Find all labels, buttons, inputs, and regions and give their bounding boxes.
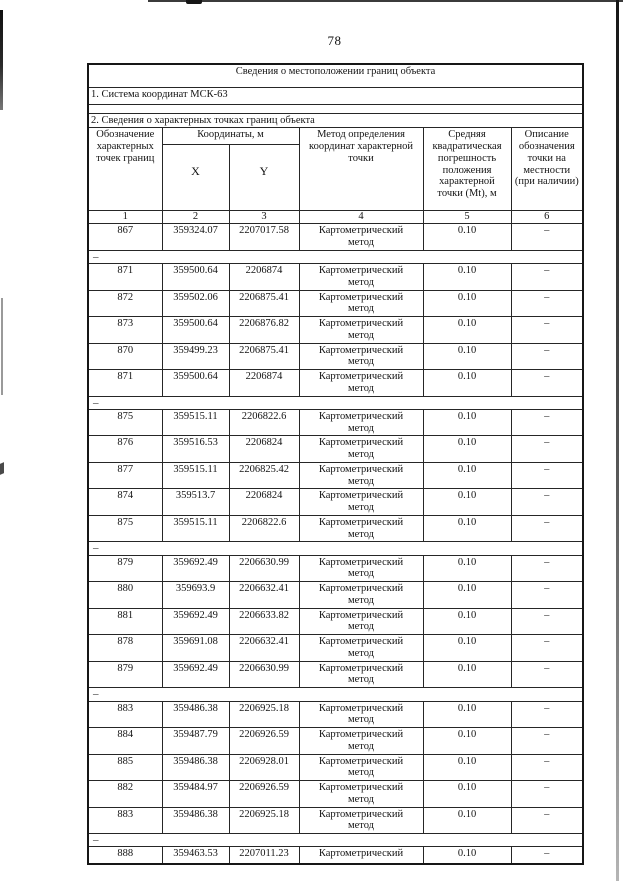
cell-error: 0.10 <box>423 343 511 370</box>
cell-method: Картометрический метод <box>299 781 423 808</box>
cell-point: 871 <box>88 264 162 291</box>
separator-dash: – <box>88 396 583 409</box>
cell-error: 0.10 <box>423 728 511 755</box>
cell-x: 359691.08 <box>162 635 229 662</box>
cell-description: – <box>511 847 583 864</box>
table-row <box>88 264 583 291</box>
table-row <box>88 462 583 489</box>
cell-point: 874 <box>88 489 162 516</box>
cell-point: 870 <box>88 343 162 370</box>
cell-y: 2207017.58 <box>229 224 299 251</box>
cell-y: 2206874 <box>229 264 299 291</box>
column-number: 5 <box>423 211 511 224</box>
column-number: 3 <box>229 211 299 224</box>
cell-x: 359692.49 <box>162 661 229 688</box>
cell-description: – <box>511 807 583 834</box>
table-row <box>88 555 583 582</box>
cell-method: Картометрический метод <box>299 343 423 370</box>
scan-mark-left-upper <box>0 10 3 110</box>
cell-x: 359692.49 <box>162 555 229 582</box>
section1-row <box>88 87 583 104</box>
cell-method: Картометрический метод <box>299 582 423 609</box>
cell-point: 885 <box>88 754 162 781</box>
separator-row <box>88 542 583 555</box>
cell-point: 871 <box>88 370 162 397</box>
separator-row <box>88 834 583 847</box>
cell-error: 0.10 <box>423 264 511 291</box>
separator-dash: – <box>88 834 583 847</box>
cell-method: Картометрический <box>299 847 423 864</box>
table-row <box>88 436 583 463</box>
cell-description: – <box>511 781 583 808</box>
col-header-description: Описание обозначения точки на местности (при наличии) <box>511 128 583 211</box>
cell-point: 881 <box>88 608 162 635</box>
scan-smudge-top <box>186 0 202 4</box>
cell-method: Картометрический метод <box>299 290 423 317</box>
scan-mark-left-tick <box>0 462 4 475</box>
cell-x: 359513.7 <box>162 489 229 516</box>
table-body <box>88 224 583 864</box>
cell-error: 0.10 <box>423 317 511 344</box>
cell-description: – <box>511 515 583 542</box>
cell-x: 359324.07 <box>162 224 229 251</box>
cell-description: – <box>511 436 583 463</box>
table-head <box>88 64 583 224</box>
cell-x: 359692.49 <box>162 608 229 635</box>
cell-y: 2206632.41 <box>229 635 299 662</box>
cell-method: Картометрический метод <box>299 370 423 397</box>
cell-y: 2206824 <box>229 489 299 516</box>
separator-dash: – <box>88 250 583 263</box>
cell-method: Картометрический метод <box>299 462 423 489</box>
cell-error: 0.10 <box>423 807 511 834</box>
cell-method: Картометрический метод <box>299 728 423 755</box>
cell-method: Картометрический метод <box>299 409 423 436</box>
cell-x: 359516.53 <box>162 436 229 463</box>
cell-description: – <box>511 608 583 635</box>
table-row <box>88 290 583 317</box>
cell-description: – <box>511 582 583 609</box>
cell-description: – <box>511 462 583 489</box>
cell-y: 2206925.18 <box>229 701 299 728</box>
cell-point: 867 <box>88 224 162 251</box>
spacer-row <box>88 104 583 113</box>
cell-point: 883 <box>88 807 162 834</box>
scan-edge-top <box>148 0 623 2</box>
cell-error: 0.10 <box>423 608 511 635</box>
cell-description: – <box>511 635 583 662</box>
cell-description: – <box>511 728 583 755</box>
col-header-y: Y <box>229 145 299 211</box>
cell-x: 359500.64 <box>162 370 229 397</box>
cell-description: – <box>511 701 583 728</box>
cell-y: 2206632.41 <box>229 582 299 609</box>
cell-y: 2206822.6 <box>229 409 299 436</box>
cell-point: 882 <box>88 781 162 808</box>
cell-point: 875 <box>88 409 162 436</box>
col-header-coordinates: Координаты, м <box>162 128 299 145</box>
page-number: 78 <box>327 33 342 48</box>
cell-error: 0.10 <box>423 515 511 542</box>
column-numbers-row <box>88 211 583 224</box>
cell-description: – <box>511 661 583 688</box>
section1-label: 1. Система координат МСК-63 <box>88 87 583 104</box>
cell-error: 0.10 <box>423 409 511 436</box>
table-row <box>88 515 583 542</box>
cell-y: 2206630.99 <box>229 661 299 688</box>
cell-x: 359502.06 <box>162 290 229 317</box>
cell-y: 2206928.01 <box>229 754 299 781</box>
cell-y: 2206633.82 <box>229 608 299 635</box>
table-row <box>88 317 583 344</box>
column-header-row-1 <box>88 128 583 145</box>
table-row <box>88 608 583 635</box>
cell-point: 883 <box>88 701 162 728</box>
cell-error: 0.10 <box>423 224 511 251</box>
cell-method: Картометрический метод <box>299 807 423 834</box>
table-title: Сведения о местоположении границ объекта <box>88 64 583 87</box>
cell-x: 359693.9 <box>162 582 229 609</box>
cell-point: 873 <box>88 317 162 344</box>
cell-description: – <box>511 409 583 436</box>
cell-error: 0.10 <box>423 582 511 609</box>
cell-y: 2206926.59 <box>229 728 299 755</box>
cell-y: 2207011.23 <box>229 847 299 864</box>
cell-x: 359487.79 <box>162 728 229 755</box>
cell-point: 877 <box>88 462 162 489</box>
cell-method: Картометрический метод <box>299 515 423 542</box>
column-number: 2 <box>162 211 229 224</box>
cell-y: 2206875.41 <box>229 290 299 317</box>
cell-y: 2206874 <box>229 370 299 397</box>
cell-description: – <box>511 754 583 781</box>
cell-error: 0.10 <box>423 370 511 397</box>
cell-x: 359463.53 <box>162 847 229 864</box>
cell-error: 0.10 <box>423 847 511 864</box>
table-row <box>88 701 583 728</box>
cell-error: 0.10 <box>423 555 511 582</box>
table-title-row <box>88 64 583 87</box>
cell-method: Картометрический метод <box>299 224 423 251</box>
cell-description: – <box>511 317 583 344</box>
col-header-x: X <box>162 145 229 211</box>
cell-error: 0.10 <box>423 489 511 516</box>
cell-x: 359486.38 <box>162 754 229 781</box>
section2-row <box>88 113 583 128</box>
cell-point: 879 <box>88 661 162 688</box>
table-row <box>88 582 583 609</box>
cell-y: 2206822.6 <box>229 515 299 542</box>
cell-point: 888 <box>88 847 162 864</box>
cell-method: Картометрический метод <box>299 436 423 463</box>
cell-point: 875 <box>88 515 162 542</box>
table-row <box>88 781 583 808</box>
cell-description: – <box>511 224 583 251</box>
cell-y: 2206926.59 <box>229 781 299 808</box>
table-row <box>88 409 583 436</box>
cell-point: 872 <box>88 290 162 317</box>
table-row <box>88 489 583 516</box>
cell-error: 0.10 <box>423 781 511 808</box>
cell-point: 879 <box>88 555 162 582</box>
spacer-cell <box>88 104 583 113</box>
column-number: 6 <box>511 211 583 224</box>
cell-error: 0.10 <box>423 661 511 688</box>
cell-x: 359499.23 <box>162 343 229 370</box>
cell-point: 878 <box>88 635 162 662</box>
cell-x: 359486.38 <box>162 807 229 834</box>
scan-mark-left-middle <box>1 298 3 395</box>
cell-x: 359515.11 <box>162 515 229 542</box>
cell-y: 2206825.42 <box>229 462 299 489</box>
cell-description: – <box>511 370 583 397</box>
table-row <box>88 224 583 251</box>
separator-row <box>88 250 583 263</box>
cell-point: 880 <box>88 582 162 609</box>
cell-method: Картометрический метод <box>299 701 423 728</box>
table-row <box>88 728 583 755</box>
cell-y: 2206876.82 <box>229 317 299 344</box>
cell-y: 2206824 <box>229 436 299 463</box>
cell-error: 0.10 <box>423 701 511 728</box>
cell-description: – <box>511 343 583 370</box>
table-row <box>88 635 583 662</box>
cell-error: 0.10 <box>423 436 511 463</box>
cell-method: Картометрический метод <box>299 317 423 344</box>
col-header-error: Средняя квадратическая погрешность положения характерной точки (Mt), м <box>423 128 511 211</box>
cell-point: 884 <box>88 728 162 755</box>
cell-x: 359500.64 <box>162 264 229 291</box>
separator-row <box>88 688 583 701</box>
cell-x: 359500.64 <box>162 317 229 344</box>
section2-label: 2. Сведения о характерных точках границ объекта <box>88 113 583 128</box>
cell-x: 359515.11 <box>162 462 229 489</box>
col-header-designation: Обозначение характерных точек границ <box>88 128 162 211</box>
cell-method: Картометрический метод <box>299 489 423 516</box>
column-number: 4 <box>299 211 423 224</box>
cell-error: 0.10 <box>423 754 511 781</box>
cell-method: Картометрический метод <box>299 608 423 635</box>
cell-method: Картометрический метод <box>299 635 423 662</box>
table-row <box>88 343 583 370</box>
cell-error: 0.10 <box>423 290 511 317</box>
cell-description: – <box>511 264 583 291</box>
cell-point: 876 <box>88 436 162 463</box>
separator-dash: – <box>88 688 583 701</box>
boundary-points-table <box>87 63 584 865</box>
table-row <box>88 370 583 397</box>
cell-method: Картометрический метод <box>299 264 423 291</box>
cell-x: 359486.38 <box>162 701 229 728</box>
table-row <box>88 661 583 688</box>
cell-y: 2206630.99 <box>229 555 299 582</box>
cell-description: – <box>511 290 583 317</box>
separator-row <box>88 396 583 409</box>
cell-x: 359515.11 <box>162 409 229 436</box>
cell-method: Картометрический метод <box>299 661 423 688</box>
col-header-method: Метод определения координат характерной точки <box>299 128 423 211</box>
cell-description: – <box>511 489 583 516</box>
cell-method: Картометрический метод <box>299 555 423 582</box>
cell-description: – <box>511 555 583 582</box>
cell-y: 2206925.18 <box>229 807 299 834</box>
cell-method: Картометрический метод <box>299 754 423 781</box>
table-row <box>88 847 583 864</box>
table-row <box>88 807 583 834</box>
cell-x: 359484.97 <box>162 781 229 808</box>
cell-y: 2206875.41 <box>229 343 299 370</box>
separator-dash: – <box>88 542 583 555</box>
cell-error: 0.10 <box>423 635 511 662</box>
cell-error: 0.10 <box>423 462 511 489</box>
scan-edge-right <box>616 0 619 881</box>
column-number: 1 <box>88 211 162 224</box>
table-row <box>88 754 583 781</box>
